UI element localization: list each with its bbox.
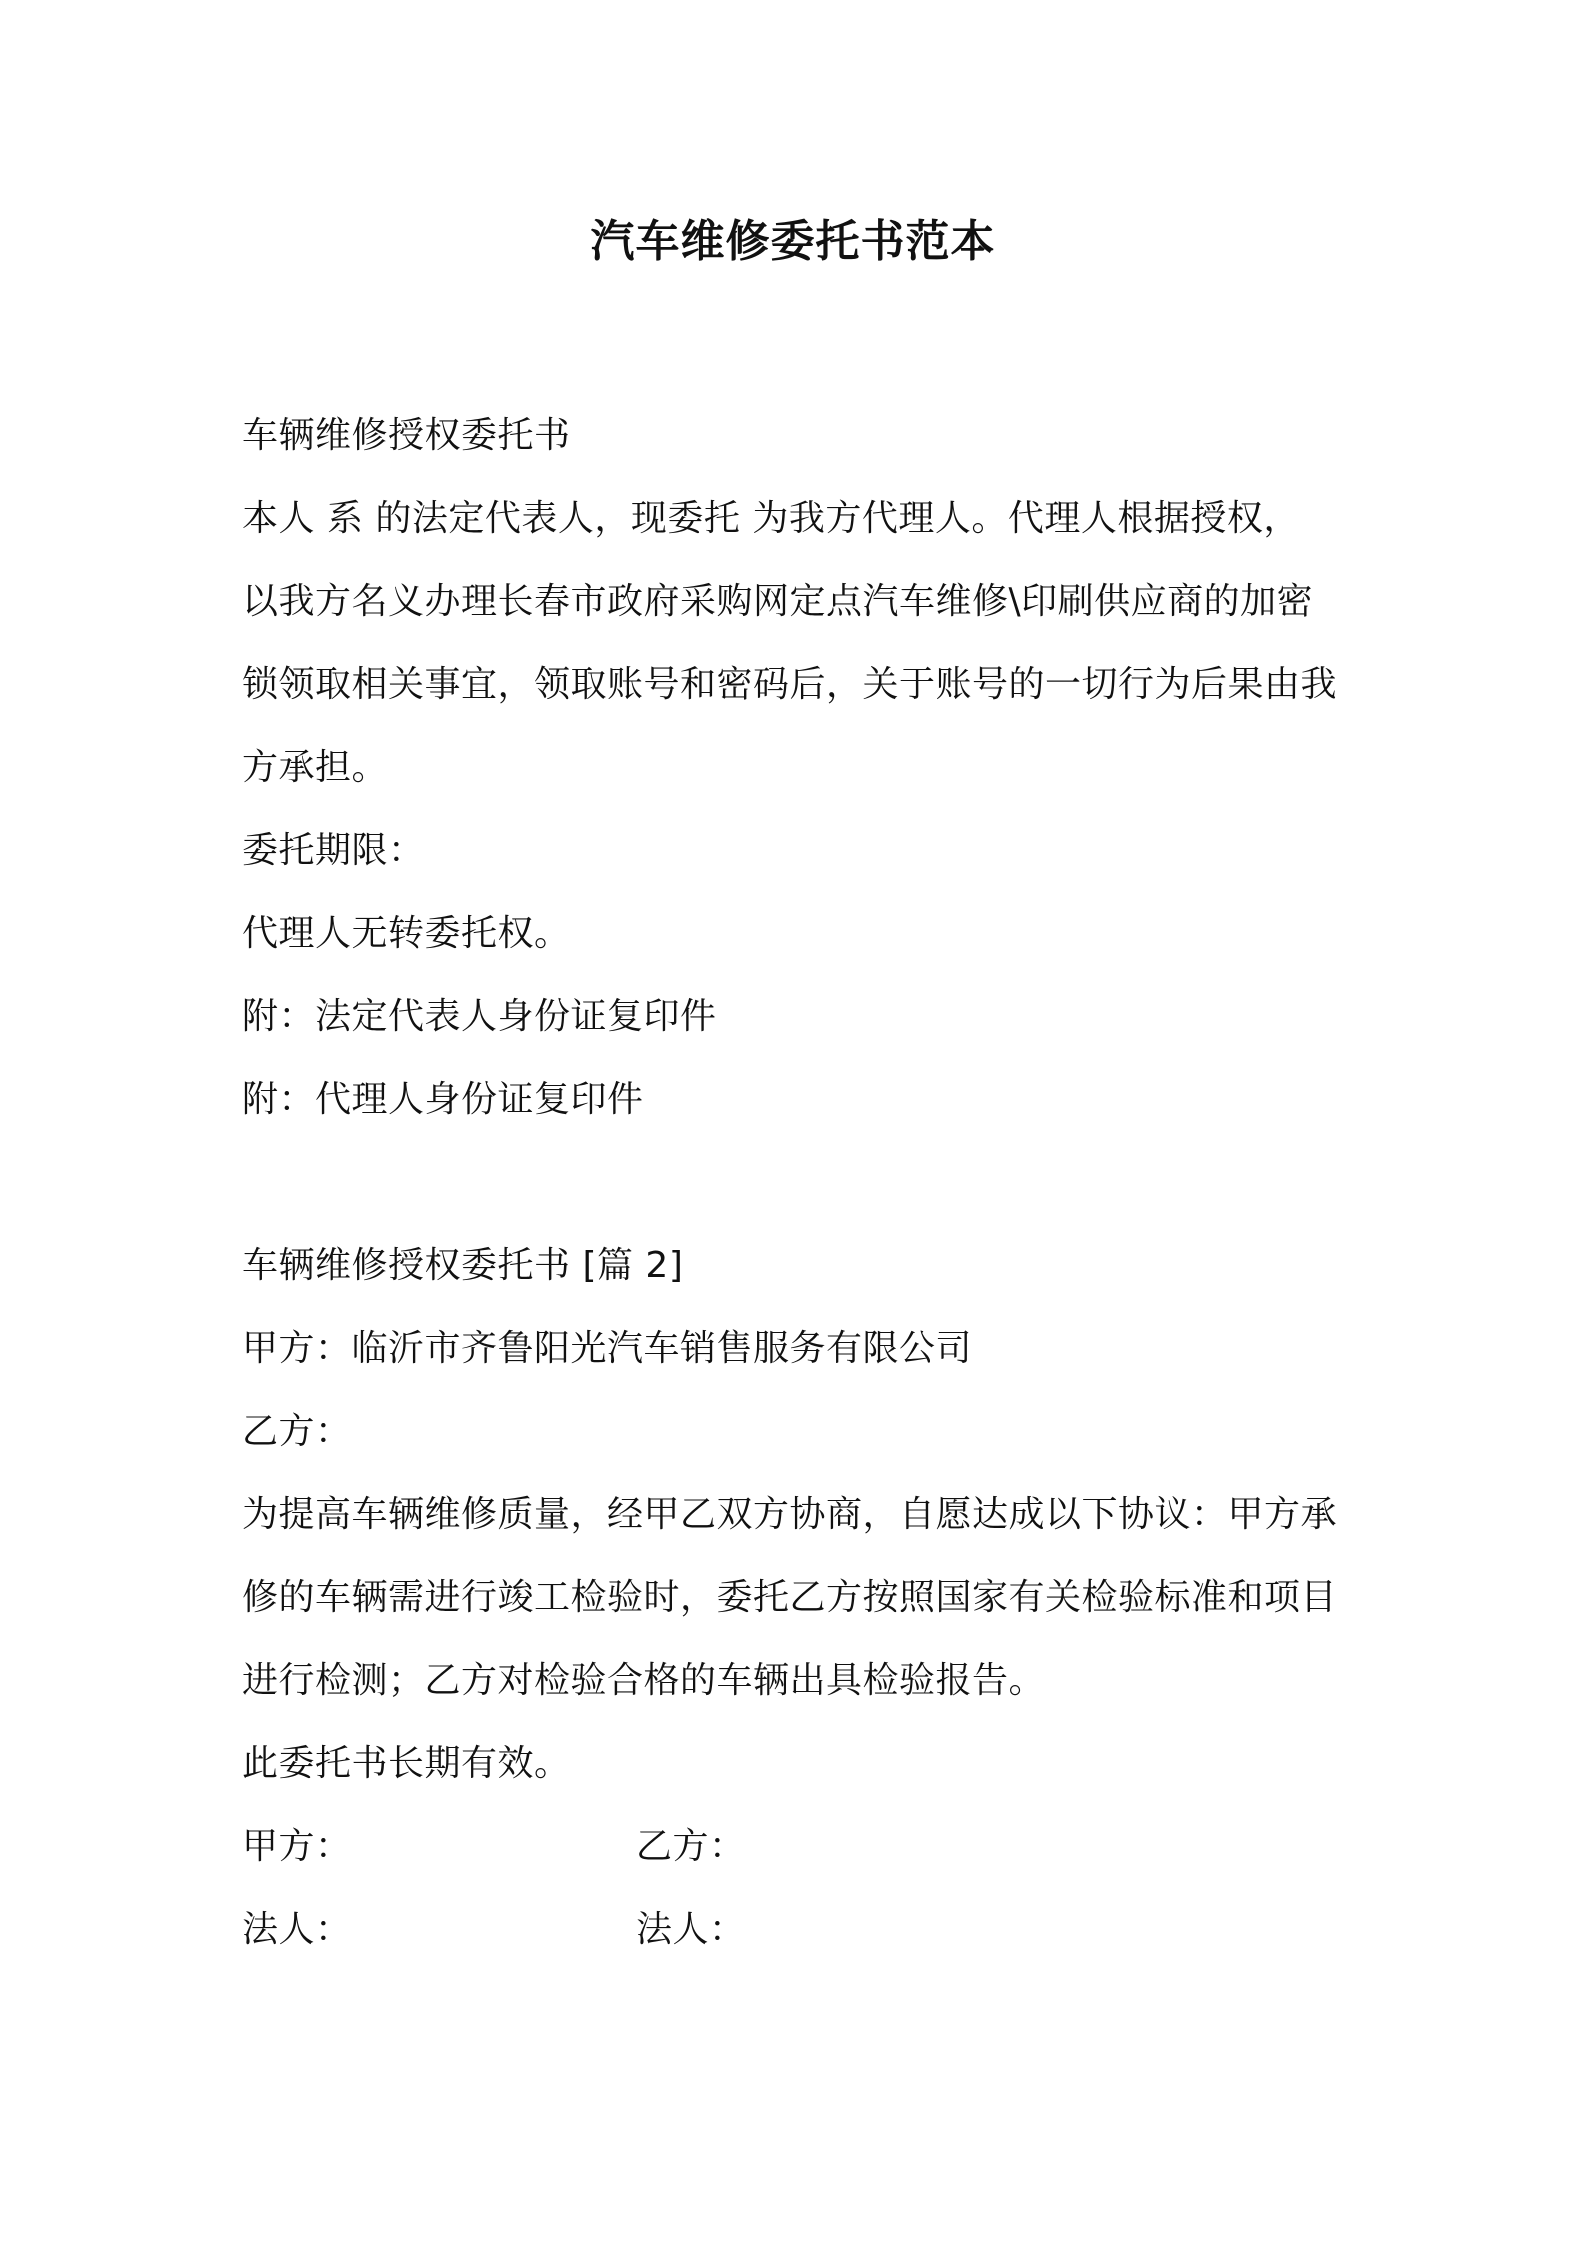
signature-party-a: 甲方： (242, 1826, 352, 1867)
party-a-line: 甲方：临沂市齐鲁阳光汽车销售服务有限公司 (242, 1328, 973, 1369)
term-label: 委托期限： (242, 830, 425, 871)
section1-paragraph-line-1: 本人 系 的法定代表人，现委托 为我方代理人。代理人根据授权， (242, 498, 1300, 539)
section2-heading: 车辆维修授权委托书 [篇 2] (242, 1245, 684, 1286)
validity-text: 此委托书长期有效。 (242, 1743, 571, 1784)
signature-legal-a: 法人： (242, 1909, 352, 1950)
section1-paragraph-line-4: 方承担。 (242, 747, 389, 788)
document-title: 汽车维修委托书范本 (590, 216, 996, 267)
attachment-legal-rep-id: 附：法定代表人身份证复印件 (242, 996, 717, 1037)
section1-heading: 车辆维修授权委托书 (242, 415, 571, 456)
section2-paragraph-line-3: 进行检测；乙方对检验合格的车辆出具检验报告。 (242, 1660, 1046, 1701)
signature-party-b: 乙方： (636, 1826, 746, 1867)
no-delegation-text: 代理人无转委托权。 (242, 913, 571, 954)
attachment-agent-id: 附：代理人身份证复印件 (242, 1079, 644, 1120)
signature-legal-b: 法人： (636, 1909, 746, 1950)
section2-paragraph-line-2: 修的车辆需进行竣工检验时，委托乙方按照国家有关检验标准和项目 (242, 1577, 1338, 1618)
section1-paragraph-line-2: 以我方名义办理长春市政府采购网定点汽车维修\印刷供应商的加密 (242, 581, 1314, 622)
section1-paragraph-line-3: 锁领取相关事宜，领取账号和密码后，关于账号的一切行为后果由我 (242, 664, 1338, 705)
party-b-line: 乙方： (242, 1411, 352, 1452)
section2-paragraph-line-1: 为提高车辆维修质量，经甲乙双方协商，自愿达成以下协议：甲方承 (242, 1494, 1338, 1535)
